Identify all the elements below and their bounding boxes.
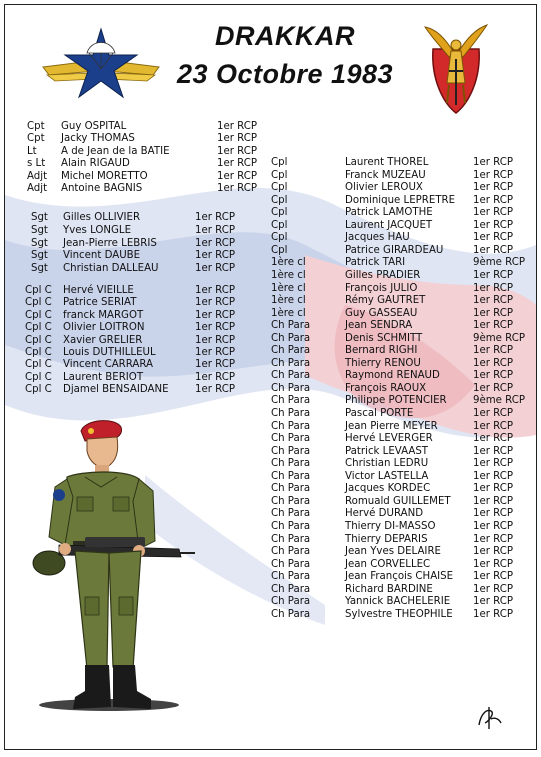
roster-rank: Sgt <box>31 263 48 275</box>
roster-rank: Cpt <box>27 133 45 145</box>
roster-name: Sylvestre THEOPHILE <box>345 608 453 620</box>
roster-rank: Ch Para <box>271 583 311 595</box>
roster-rank: Cpl C <box>25 297 52 309</box>
roster-name: Thierry RENOU <box>345 357 421 369</box>
roster-rank: 1ère cl <box>271 269 306 281</box>
roster-rank: Sgt <box>31 224 48 236</box>
roster-name: Thierry DEPARIS <box>345 533 428 545</box>
roster-regiment: 1er RCP <box>473 458 514 470</box>
roster-rank: Ch Para <box>271 332 311 344</box>
roster-rank: 1ère cl <box>271 295 306 307</box>
roster-name: Laurent JACQUET <box>345 219 433 231</box>
roster-regiment: 1er RCP <box>195 237 236 249</box>
roster-regiment: 1er RCP <box>195 371 236 383</box>
roster-rank: 1ère cl <box>271 257 306 269</box>
roster-regiment: 1er RCP <box>473 157 514 168</box>
roster-name: Christian LEDRU <box>345 458 429 470</box>
roster-regiment: 1er RCP <box>195 347 236 358</box>
roster-rank: Cpl C <box>25 334 52 346</box>
roster-rank: Ch Para <box>271 458 311 470</box>
roster-rank: Cpl <box>271 182 288 194</box>
roster-rank: Cpl C <box>25 285 52 296</box>
roster-regiment: 1er RCP <box>217 121 258 132</box>
roster-regiment: 1er RCP <box>473 483 514 495</box>
roster-regiment: 1er RCP <box>195 224 236 236</box>
roster-regiment: 1er RCP <box>473 382 514 394</box>
roster-regiment: 1er RCP <box>195 263 236 275</box>
roster-rank: 1ère cl <box>271 307 306 319</box>
roster-name: Guy GASSEAU <box>345 307 418 319</box>
roster-rank: Ch Para <box>271 320 311 332</box>
roster-rank: Cpl C <box>25 384 52 396</box>
roster-name: Raymond RENAUD <box>345 370 440 382</box>
roster-name: Yannick BACHELERIE <box>345 596 451 608</box>
roster-regiment: 1er RCP <box>473 169 514 181</box>
roster-rank: Cpl C <box>25 359 52 371</box>
roster-name: Michel MORETTO <box>61 170 148 182</box>
roster-rank: Sgt <box>31 250 48 262</box>
roster-regiment: 1er RCP <box>473 470 514 482</box>
roster-regiment: 1er RCP <box>473 495 514 507</box>
roster-name: Guy OSPITAL <box>61 121 127 132</box>
roster-rank: Ch Para <box>271 596 311 608</box>
roster-rank: Ch Para <box>271 483 311 495</box>
roster-regiment: 1er RCP <box>195 359 236 371</box>
roster-name: Djamel BENSAIDANE <box>63 384 169 396</box>
roster-rank: Ch Para <box>271 420 311 432</box>
roster-name: Romuald GUILLEMET <box>345 495 451 507</box>
roster-name: Jean CORVELLEC <box>345 558 431 570</box>
roster-regiment: 1er RCP <box>473 420 514 432</box>
roster-name: Laurent THOREL <box>345 157 429 168</box>
roster-name: Vincent DAUBE <box>63 250 141 262</box>
roster-regiment: 1er RCP <box>473 282 514 294</box>
roster-name: Patrick LEVAAST <box>345 445 429 457</box>
roster-name: Hervé DURAND <box>345 508 424 520</box>
roster-rank: Ch Para <box>271 433 311 445</box>
archangel-michael-badge-icon <box>421 19 491 115</box>
roster-name: Olivier LEROUX <box>345 182 423 194</box>
roster-regiment: 1er RCP <box>217 170 258 182</box>
roster-name: Jacques HAU <box>345 232 410 244</box>
roster-regiment: 1er RCP <box>217 183 258 194</box>
roster-regiment: 9ème RCP <box>473 395 526 407</box>
roster-regiment: 1er RCP <box>473 408 514 419</box>
artist-signature-icon <box>475 705 505 731</box>
roster-rank: Ch Para <box>271 571 311 583</box>
roster-rank: Adjt <box>27 183 48 194</box>
roster-regiment: 1er RCP <box>473 445 514 457</box>
roster-regiment: 1er RCP <box>473 232 514 244</box>
roster-rank: Ch Para <box>271 520 311 532</box>
paratrooper-wings-insignia-icon <box>41 25 161 103</box>
roster-name: Louis DUTHILLEUL <box>63 347 156 358</box>
roster-regiment: 9ème RCP <box>473 332 526 344</box>
roster-name: Patrice GIRARDEAU <box>345 244 444 256</box>
roster-rank: Ch Para <box>271 345 311 357</box>
roster-regiment: 1er RCP <box>195 309 236 321</box>
roster-rank: Ch Para <box>271 508 311 520</box>
roster-regiment: 1er RCP <box>473 583 514 595</box>
roster-regiment: 1er RCP <box>195 285 236 296</box>
roster-name: Alain RIGAUD <box>61 158 130 170</box>
roster-regiment: 1er RCP <box>473 345 514 357</box>
roster-name: A de Jean de la BATIE <box>61 145 170 157</box>
roster-rank: Ch Para <box>271 470 311 482</box>
roster-name: Gilles OLLIVIER <box>63 212 141 223</box>
roster-name: Patrice SERIAT <box>63 297 137 309</box>
roster-regiment: 1er RCP <box>473 558 514 570</box>
roster-regiment: 1er RCP <box>195 334 236 346</box>
roster-name: Bernard RIGHI <box>345 345 418 357</box>
roster-regiment: 1er RCP <box>473 571 514 583</box>
roster-regiment: 9ème RCP <box>473 257 526 269</box>
roster-rank: Cpl <box>271 219 288 231</box>
roster-rank: 1ère cl <box>271 282 306 294</box>
roster-rank: Sgt <box>31 212 48 223</box>
roster-name: Jean Pierre MEYER <box>345 420 438 432</box>
roster-name: Jean SENDRA <box>345 320 413 332</box>
roster-name: Jean François CHAISE <box>345 571 454 583</box>
roster-rank: Cpt <box>27 121 45 132</box>
roster-rank: Cpl C <box>25 309 52 321</box>
roster-name: Olivier LOITRON <box>63 322 145 334</box>
roster-name: Victor LASTELLA <box>345 470 429 482</box>
roster-rank: Cpl <box>271 207 288 219</box>
roster-rank: Ch Para <box>271 558 311 570</box>
roster-regiment: 1er RCP <box>473 596 514 608</box>
roster-rank: s Lt <box>27 158 46 170</box>
roster-rank: Ch Para <box>271 608 311 620</box>
roster-rank: Ch Para <box>271 495 311 507</box>
soldier-illustration <box>29 417 199 747</box>
roster-name: Yves LONGLE <box>63 224 132 236</box>
roster-regiment: 1er RCP <box>217 133 258 145</box>
poster-title: DRAKKAR <box>215 21 355 51</box>
roster-rank: Cpl <box>271 232 288 244</box>
roster-rank: Ch Para <box>271 546 311 558</box>
roster-regiment: 1er RCP <box>473 320 514 332</box>
roster-regiment: 1er RCP <box>473 244 514 256</box>
roster-regiment: 1er RCP <box>195 297 236 309</box>
roster-name: Vincent CARRARA <box>63 359 154 371</box>
roster-name: Rémy GAUTRET <box>345 295 426 307</box>
roster-name: franck MARGOT <box>63 309 144 321</box>
roster-regiment: 1er RCP <box>217 145 258 157</box>
roster-name: François JULIO <box>345 282 418 294</box>
roster-rank: Ch Para <box>271 533 311 545</box>
roster-name: Antoine BAGNIS <box>61 183 143 194</box>
roster-regiment: 1er RCP <box>473 182 514 194</box>
roster-rank: Adjt <box>27 170 48 182</box>
roster-regiment: 1er RCP <box>473 295 514 307</box>
roster-regiment: 1er RCP <box>473 433 514 445</box>
roster-name: Dominique LEPRETRE <box>345 194 456 206</box>
roster-rank: Sgt <box>31 237 48 249</box>
roster-regiment: 1er RCP <box>473 370 514 382</box>
roster-name: Philippe POTENCIER <box>345 395 447 407</box>
roster-name: Franck MUZEAU <box>345 169 426 181</box>
roster-regiment: 1er RCP <box>217 158 258 170</box>
roster-name: Jean-Pierre LEBRIS <box>63 237 157 249</box>
roster-regiment: 1er RCP <box>473 546 514 558</box>
roster-regiment: 1er RCP <box>195 322 236 334</box>
roster-name: Jacky THOMAS <box>61 133 135 145</box>
roster-regiment: 1er RCP <box>473 357 514 369</box>
roster-rank: Cpl <box>271 169 288 181</box>
roster-name: Denis SCHMITT <box>345 332 423 344</box>
roster-name: Jean Yves DELAIRE <box>345 546 441 558</box>
roster-regiment: 1er RCP <box>473 207 514 219</box>
roster-name: Laurent BERIOT <box>63 371 144 383</box>
roster-rank: Cpl C <box>25 322 52 334</box>
roster-rank: Cpl <box>271 194 288 206</box>
roster-name: Thierry DI-MASSO <box>345 520 436 532</box>
roster-rank: Ch Para <box>271 395 311 407</box>
roster-rank: Cpl C <box>25 347 52 358</box>
roster-regiment: 1er RCP <box>195 250 236 262</box>
roster-name: Hervé LEVERGER <box>345 433 433 445</box>
roster-rank: Lt <box>27 145 37 157</box>
roster-regiment: 1er RCP <box>473 533 514 545</box>
roster-name: Hervé VIEILLE <box>63 285 134 296</box>
roster-name: Xavier GRELIER <box>63 334 143 346</box>
roster-name: Christian DALLEAU <box>63 263 159 275</box>
roster-regiment: 1er RCP <box>473 608 514 620</box>
roster-rank: Ch Para <box>271 370 311 382</box>
roster-name: Gilles PRADIER <box>345 269 421 281</box>
roster-name: Patrick LAMOTHE <box>345 207 433 219</box>
poster-date: 23 Octobre 1983 <box>176 59 394 89</box>
roster-rank: Ch Para <box>271 408 311 419</box>
roster-name: Pascal PORTE <box>345 408 414 419</box>
roster-rank: Cpl <box>271 157 288 168</box>
roster-regiment: 1er RCP <box>473 269 514 281</box>
roster-regiment: 1er RCP <box>473 307 514 319</box>
roster-rank: Cpl <box>271 244 288 256</box>
roster-name: Jacques KORDEC <box>345 483 431 495</box>
roster-rank: Cpl C <box>25 371 52 383</box>
roster-rank: Ch Para <box>271 445 311 457</box>
roster-regiment: 1er RCP <box>473 520 514 532</box>
roster-name: François RAOUX <box>345 382 427 394</box>
roster-name: Richard BARDINE <box>345 583 433 595</box>
memorial-poster <box>4 4 537 750</box>
roster-regiment: 1er RCP <box>473 219 514 231</box>
roster-rank: Ch Para <box>271 382 311 394</box>
roster-regiment: 1er RCP <box>195 212 236 223</box>
roster-regiment: 1er RCP <box>473 194 514 206</box>
roster-regiment: 1er RCP <box>195 384 236 396</box>
roster-name: Patrick TARI <box>345 257 406 269</box>
roster-regiment: 1er RCP <box>473 508 514 520</box>
roster-rank: Ch Para <box>271 357 311 369</box>
